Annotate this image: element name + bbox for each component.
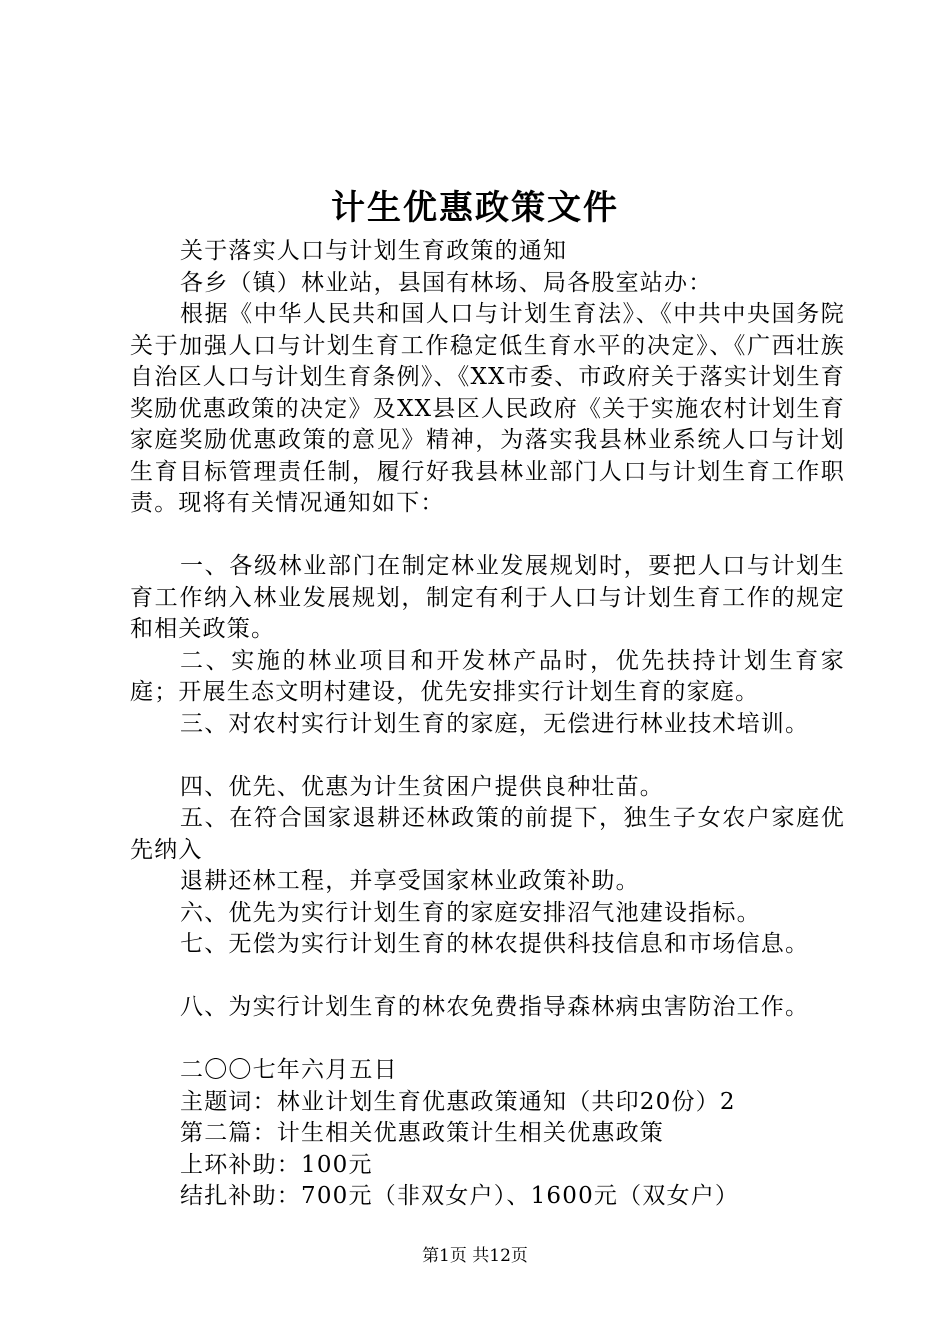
subject-keywords: 主题词：林业计划生育优惠政策通知（共印20份）2 <box>180 1088 736 1115</box>
paragraph-gap <box>130 1024 845 1056</box>
item-5-continued: 退耕还林工程，并享受国家林业政策补助。 <box>180 868 640 894</box>
paragraph-gap <box>130 961 845 993</box>
document-body <box>130 236 845 1213</box>
notice-heading: 关于落实人口与计划生育政策的通知 <box>180 238 568 264</box>
notice-preamble: 根据《中华人民共和国人口与计划生育法》、《中共中央国务院关于加强人口与计划生育工作稳定低生育水平的决定》、《广西壮族自治区人口与计划生育条例》、《XX市委、市政府关于落实计划生育奖励优惠政策的决定》及XX县区人民政府《关于实施农村计划生育家庭奖励优惠政策的意见》精神，为落实我县林业系统人口与计划生育目标管理责任制，履行好我县林业部门人口与计划生育工作职责。现将有关情况通知如下： <box>130 301 845 516</box>
item-2: 二、实施的林业项目和开发林产品时，优先扶持计划生育家庭；开展生态文明村建设，优先安排实行计划生育的家庭。 <box>130 647 845 705</box>
item-5: 五、在符合国家退耕还林政策的前提下，独生子女农户家庭优先纳入 <box>130 805 845 863</box>
document-title: 计生优惠政策文件 <box>331 188 619 228</box>
ligation-subsidy: 结扎补助：700元（非双女户）、1600元（双女户） <box>180 1183 740 1209</box>
item-4: 四、优先、优惠为计生贫困户提供良种壮苗。 <box>180 773 664 800</box>
paragraph-gap <box>130 740 845 772</box>
second-part-heading: 第二篇：计生相关优惠政策计生相关优惠政策 <box>180 1120 664 1146</box>
item-7: 七、无偿为实行计划生育的林农提供科技信息和市场信息。 <box>180 931 810 957</box>
iud-subsidy: 上环补助：100元 <box>180 1151 373 1178</box>
item-6: 六、优先为实行计划生育的家庭安排沼气池建设指标。 <box>180 899 761 926</box>
item-8: 八、为实行计划生育的林农免费指导森林病虫害防治工作。 <box>180 994 810 1020</box>
notice-addressees: 各乡（镇）林业站，县国有林场、局各股室站办： <box>180 269 713 296</box>
page-footer: 第1页 共12页 <box>422 1246 528 1266</box>
document-date: 二〇〇七年六月五日 <box>180 1057 398 1083</box>
paragraph-gap <box>130 520 845 552</box>
item-3: 三、对农村实行计划生育的家庭，无偿进行林业技术培训。 <box>180 710 810 737</box>
item-1: 一、各级林业部门在制定林业发展规划时，要把人口与计划生育工作纳入林业发展规划，制定有利于人口与计划生育工作的规定和相关政策。 <box>130 553 845 642</box>
